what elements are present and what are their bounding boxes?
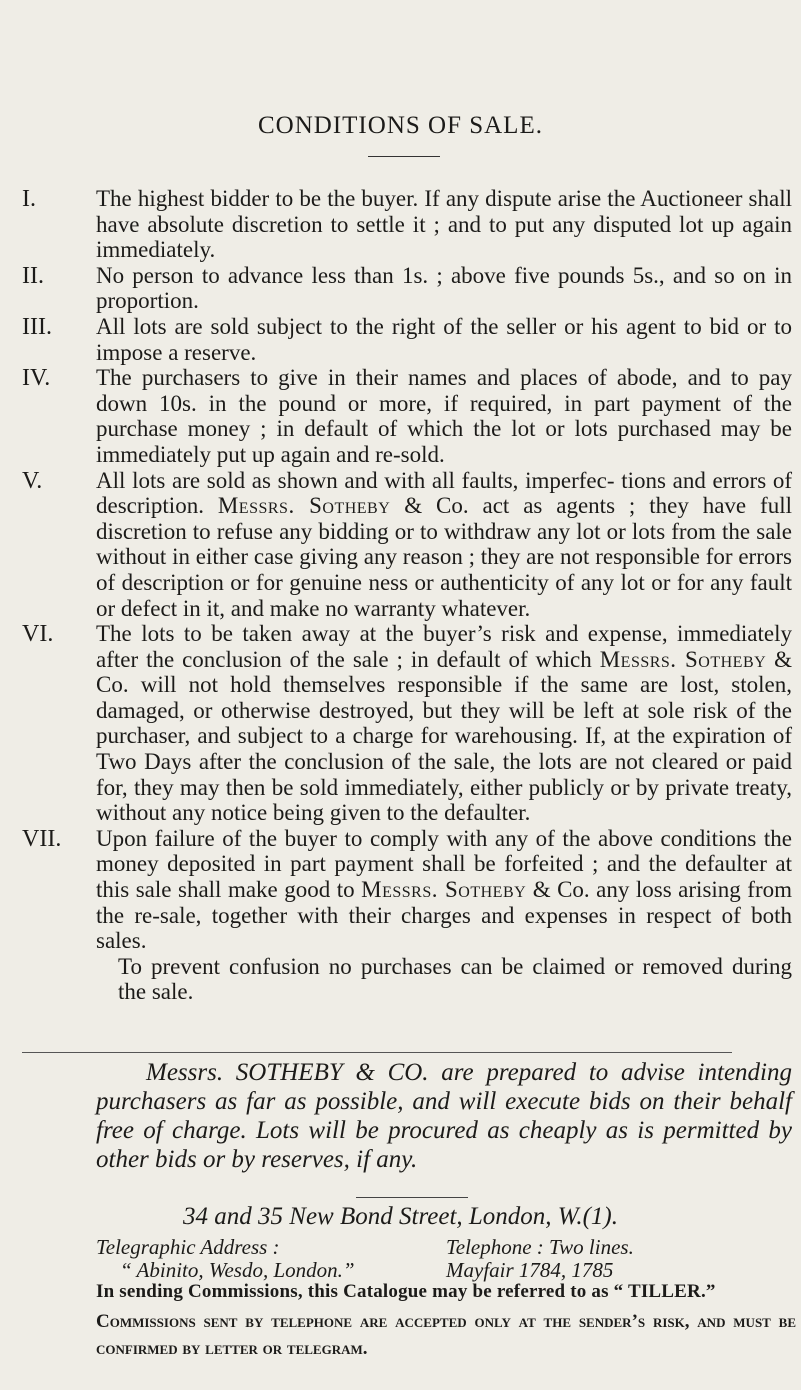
firm-name: Messrs. Sotheby bbox=[217, 493, 391, 519]
condition-text-part: All lots are sold as shown and with all faults, imperfec- tions and errors of description. bbox=[96, 467, 792, 519]
condition-number: V. bbox=[22, 467, 43, 494]
telephone-commissions-note: Commissions sent by telephone are accepted only at the sender’s risk, and must be confirmed by letter or telegram. bbox=[96, 1311, 796, 1359]
condition-text-part: & Co. will not hold themselves responsible if the same are lost, stolen, damaged, or otherwise destroyed, but they will be left at sole risk of the purchaser, and subject to a charge for warehousing. If, at the expiration of Two Days after the conclusion of the sale, the lots are not cleared or paid for, they may then be sold immediately, either publicly or by private treaty, without any notice being given to the defaulter. bbox=[96, 646, 792, 826]
condition-text-part: Upon failure of the buyer to comply with any of the above conditions the money deposited in part payment shall be forfeited ; and the defaulter at this sale shall make good to bbox=[96, 825, 792, 903]
condition-item bbox=[22, 468, 792, 622]
condition-text bbox=[96, 468, 792, 622]
contact-labels-row bbox=[96, 1236, 776, 1259]
condition-number: II. bbox=[22, 262, 44, 289]
condition-text-part: & Co. any loss arising from the re-sale, together with their charges and expenses in respect of both sales. bbox=[96, 877, 792, 954]
telegraphic-address: “ Abinito, Wesdo, London.” bbox=[120, 1258, 355, 1282]
commissions-note: In sending Commissions, this Catalogue may be referred to as “ TILLER.” bbox=[96, 1281, 716, 1302]
section-divider bbox=[22, 1052, 732, 1053]
condition-number: IV. bbox=[22, 365, 51, 392]
condition-text: No person to advance less than 1s. ; above five pounds 5s., and so on in proportion. bbox=[96, 262, 792, 314]
telegraphic-label: Telegraphic Address : bbox=[96, 1235, 280, 1259]
condition-item bbox=[22, 621, 792, 826]
condition-text: The highest bidder to be the buyer. If any dispute arise the Auctioneer shall have absolute discretion to settle it ; and to put any disputed lot up again immediately. bbox=[96, 186, 792, 263]
condition-text bbox=[96, 826, 792, 954]
condition-number: I. bbox=[22, 186, 36, 212]
condition-text bbox=[96, 621, 792, 826]
address-divider bbox=[356, 1197, 468, 1198]
condition-text-part: & Co. act as agents ; they have full discretion to refuse any bidding or to withdraw any lot or lots from the sale without in either case giving any reason ; they are not responsible for errors of description or for genuine ness or authenticity of any lot or for any fault or defect in it, and make no warranty whatever. bbox=[96, 493, 792, 621]
telephone-numbers: Mayfair 1784, 1785 bbox=[446, 1258, 614, 1282]
condition-item bbox=[22, 826, 792, 954]
closing-paragraph: To prevent confusion no purchases can be claimed or removed during the sale. bbox=[118, 953, 792, 1005]
condition-item bbox=[22, 314, 792, 365]
firm-name: Messrs. Sotheby bbox=[361, 877, 527, 903]
contact-values-row bbox=[96, 1259, 776, 1282]
advise-text: Messrs. SOTHEBY & CO. are prepared to advise intending purchasers as far as possible, and will execute bids on their behalf free of charge. Lots will be procured as cheaply as is permitted by other bids or by reserves, if any. bbox=[96, 1059, 792, 1173]
condition-number: III. bbox=[22, 313, 52, 340]
condition-number: VI. bbox=[22, 621, 54, 648]
condition-item bbox=[22, 186, 792, 263]
condition-text-part: The lots to be taken away at the buyer’s risk and expense, immediately after the conclusion of the sale ; in default of which bbox=[96, 621, 792, 672]
contact-block bbox=[96, 1236, 776, 1282]
firm-name: Messrs. Sotheby bbox=[599, 646, 767, 672]
condition-number: VII. bbox=[22, 825, 62, 852]
condition-item bbox=[22, 365, 792, 467]
title-divider bbox=[368, 156, 440, 157]
telephone-label: Telephone : Two lines. bbox=[446, 1235, 634, 1259]
advise-paragraph bbox=[96, 1058, 792, 1174]
condition-item bbox=[22, 263, 792, 314]
conditions-list bbox=[22, 186, 792, 1005]
firm-address: 34 and 35 New Bond Street, London, W.(1). bbox=[183, 1203, 618, 1230]
page-title: CONDITIONS OF SALE. bbox=[258, 112, 543, 139]
condition-text: The purchasers to give in their names and places of abode, and to pay down 10s. in the pound or more, if required, in part payment of the purchase money ; in default of which the lot or lots purchased may be immediately put up again and re-sold. bbox=[96, 365, 792, 467]
condition-text: All lots are sold subject to the right of the seller or his agent to bid or to impose a reserve. bbox=[96, 313, 792, 365]
